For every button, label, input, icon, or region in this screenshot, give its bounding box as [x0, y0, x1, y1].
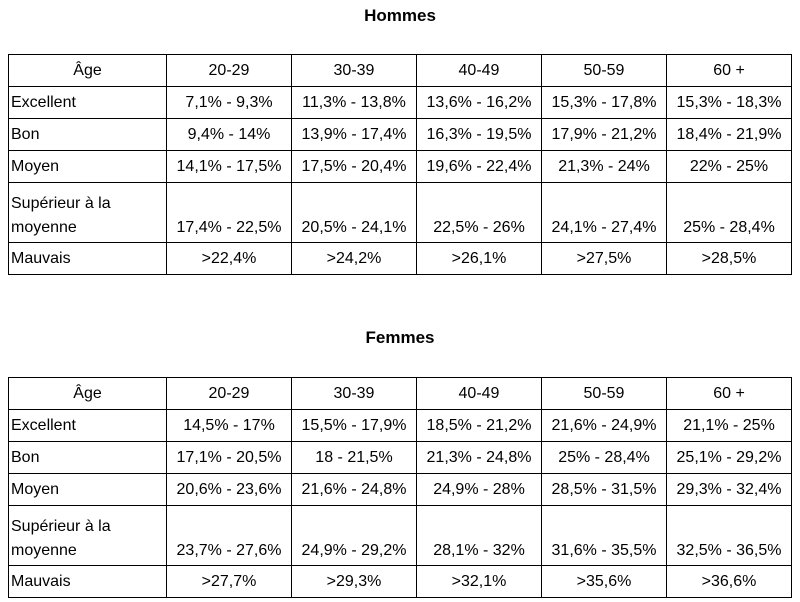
row-label: Mauvais [9, 243, 167, 275]
row-label: Supérieur à la moyenne [9, 506, 167, 566]
table-row [9, 87, 792, 119]
table-cell: 21,3% - 24,8% [417, 442, 542, 474]
header-50-59: 50-59 [542, 378, 667, 410]
table-row [9, 442, 792, 474]
table-cell: >36,6% [667, 566, 792, 598]
table-row [9, 183, 792, 243]
table-cell: 7,1% - 9,3% [167, 87, 292, 119]
table-header-row [9, 378, 792, 410]
table-cell: 17,4% - 22,5% [167, 183, 292, 243]
header-40-49: 40-49 [417, 55, 542, 87]
table-cell: 29,3% - 32,4% [667, 474, 792, 506]
table-row [9, 474, 792, 506]
header-age: Âge [9, 55, 167, 87]
table-cell: 17,5% - 20,4% [292, 151, 417, 183]
header-30-39: 30-39 [292, 378, 417, 410]
table-cell: 18,5% - 21,2% [417, 410, 542, 442]
table-row [9, 243, 792, 275]
table-cell: 28,5% - 31,5% [542, 474, 667, 506]
table-cell: >29,3% [292, 566, 417, 598]
table-cell: 14,1% - 17,5% [167, 151, 292, 183]
table-cell: 15,3% - 18,3% [667, 87, 792, 119]
table-cell: 25% - 28,4% [542, 442, 667, 474]
table-cell: 32,5% - 36,5% [667, 506, 792, 566]
table-cell: >24,2% [292, 243, 417, 275]
row-label: Moyen [9, 474, 167, 506]
table-cell: 25,1% - 29,2% [667, 442, 792, 474]
table-cell: 25% - 28,4% [667, 183, 792, 243]
table-cell: 20,5% - 24,1% [292, 183, 417, 243]
table-cell: 18 - 21,5% [292, 442, 417, 474]
header-30-39: 30-39 [292, 55, 417, 87]
header-age: Âge [9, 378, 167, 410]
header-20-29: 20-29 [167, 55, 292, 87]
table-cell: 22% - 25% [667, 151, 792, 183]
table-cell: 15,3% - 17,8% [542, 87, 667, 119]
table-cell: 21,3% - 24% [542, 151, 667, 183]
table-cell: 24,1% - 27,4% [542, 183, 667, 243]
table-cell: >27,5% [542, 243, 667, 275]
table-cell: 21,6% - 24,8% [292, 474, 417, 506]
table-cell: >22,4% [167, 243, 292, 275]
row-label: Bon [9, 442, 167, 474]
table-row [9, 151, 792, 183]
table-cell: 24,9% - 28% [417, 474, 542, 506]
table-cell: 15,5% - 17,9% [292, 410, 417, 442]
row-label: Mauvais [9, 566, 167, 598]
row-label: Excellent [9, 410, 167, 442]
header-50-59: 50-59 [542, 55, 667, 87]
table-cell: >35,6% [542, 566, 667, 598]
table-cell: 28,1% - 32% [417, 506, 542, 566]
row-label: Moyen [9, 151, 167, 183]
table-cell: 11,3% - 13,8% [292, 87, 417, 119]
row-label: Supérieur à la moyenne [9, 183, 167, 243]
table-cell: >27,7% [167, 566, 292, 598]
header-60-plus: 60 + [667, 55, 792, 87]
header-20-29: 20-29 [167, 378, 292, 410]
women-table-title: Femmes [365, 328, 435, 347]
table-cell: 22,5% - 26% [417, 183, 542, 243]
table-cell: 14,5% - 17% [167, 410, 292, 442]
table-header-row [9, 55, 792, 87]
men-table-title: Hommes [364, 6, 436, 25]
table-cell: 24,9% - 29,2% [292, 506, 417, 566]
table-cell: 21,6% - 24,9% [542, 410, 667, 442]
table-row [9, 410, 792, 442]
header-40-49: 40-49 [417, 378, 542, 410]
table-row [9, 119, 792, 151]
table-cell: 20,6% - 23,6% [167, 474, 292, 506]
table-cell: 9,4% - 14% [167, 119, 292, 151]
table-cell: >32,1% [417, 566, 542, 598]
header-60-plus: 60 + [667, 378, 792, 410]
table-cell: 18,4% - 21,9% [667, 119, 792, 151]
table-row [9, 506, 792, 566]
table-cell: >28,5% [667, 243, 792, 275]
table-cell: 19,6% - 22,4% [417, 151, 542, 183]
table-cell: 17,1% - 20,5% [167, 442, 292, 474]
row-label: Excellent [9, 87, 167, 119]
table-cell: 21,1% - 25% [667, 410, 792, 442]
table-row [9, 566, 792, 598]
table-cell: 23,7% - 27,6% [167, 506, 292, 566]
table-cell: 17,9% - 21,2% [542, 119, 667, 151]
row-label: Bon [9, 119, 167, 151]
table-cell: >26,1% [417, 243, 542, 275]
table-cell: 16,3% - 19,5% [417, 119, 542, 151]
table-cell: 31,6% - 35,5% [542, 506, 667, 566]
table-cell: 13,9% - 17,4% [292, 119, 417, 151]
table-cell: 13,6% - 16,2% [417, 87, 542, 119]
women-body-fat-table [8, 377, 792, 598]
men-body-fat-table [8, 54, 792, 275]
